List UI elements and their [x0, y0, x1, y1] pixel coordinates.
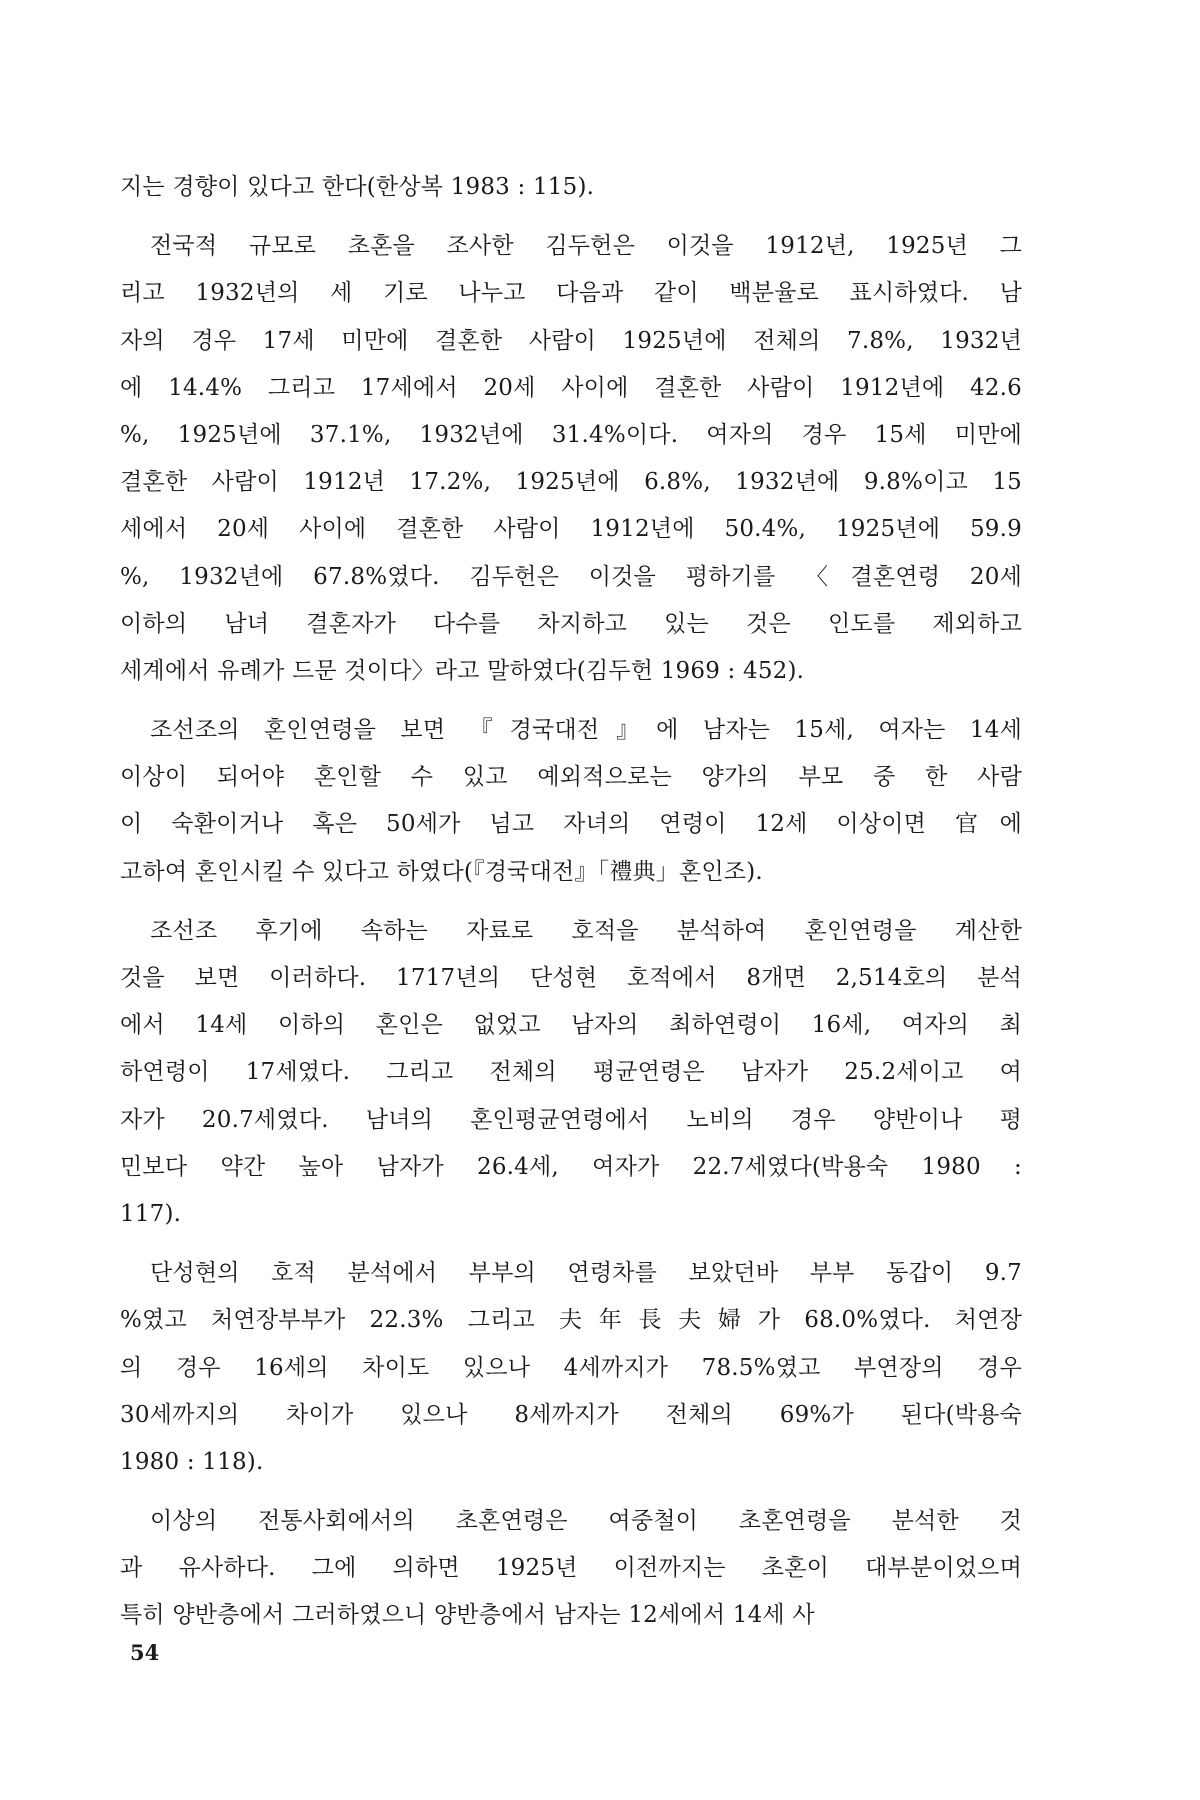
- text-line: 자가 20.7세였다. 남녀의 혼인평균연령에서 노비의 경우 양반이나 평: [120, 1106, 1022, 1133]
- text-line: 세계에서 유례가 드문 것이다〉라고 말하였다(김두헌 1969 : 452).: [120, 657, 805, 684]
- paragraph-gap: [120, 1486, 1022, 1498]
- text-line: %, 1932년에 67.8%였다. 김두헌은 이것을 평하기를 〈결혼연령 20세: [120, 563, 1022, 590]
- paragraph: [120, 164, 1022, 211]
- paragraph: [120, 707, 1022, 896]
- text-line: 조선조의 혼인연령을 보면 『경국대전』에 남자는 15세, 여자는 14세: [150, 717, 1022, 744]
- text-line: 하연령이 17세였다. 그리고 전체의 평균연령은 남자가 25.2세이고 여: [120, 1059, 1022, 1086]
- paragraph: [120, 1498, 1022, 1640]
- text-line: 의 경우 16세의 차이도 있으나 4세까지가 78.5%였고 부연장의 경우: [120, 1354, 1022, 1381]
- text-line: 이상의 전통사회에서의 초혼연령은 여중철이 초혼연령을 분석한 것: [150, 1508, 1022, 1535]
- text-line: 에서 14세 이하의 혼인은 없었고 남자의 최하연령이 16세, 여자의 최: [120, 1012, 1022, 1039]
- paragraph-gap: [120, 695, 1022, 707]
- text-line: %였고 처연장부부가 22.3% 그리고 夫年長夫婦가 68.0%였다. 처연장: [120, 1307, 1022, 1334]
- paragraph: [120, 908, 1022, 1238]
- text-line: 결혼한 사람이 1912년 17.2%, 1925년에 6.8%, 1932년에 9.8%이고 15: [120, 469, 1022, 496]
- text-line: 조선조 후기에 속하는 자료로 호적을 분석하여 혼인연령을 계산한: [150, 917, 1022, 944]
- text-line: 리고 1932년의 세 기로 나누고 다음과 같이 백분율로 표시하였다. 남: [120, 280, 1022, 307]
- text-line: %, 1925년에 37.1%, 1932년에 31.4%이다. 여자의 경우 15세 미만에: [120, 421, 1022, 448]
- text-line: 30세까지의 차이가 있으나 8세까지가 전체의 69%가 된다(박용숙: [120, 1401, 1022, 1428]
- text-line: 이하의 남녀 결혼자가 다수를 차지하고 있는 것은 인도를 제외하고: [120, 610, 1022, 637]
- paragraph-gap: [120, 1238, 1022, 1250]
- text-line: 민보다 약간 높아 남자가 26.4세, 여자가 22.7세였다(박용숙 1980 :: [120, 1153, 1022, 1180]
- text-line: 지는 경향이 있다고 한다(한상복 1983 : 115).: [120, 174, 595, 200]
- paragraph: [120, 223, 1022, 695]
- text-line: 에 14.4% 그리고 17세에서 20세 사이에 결혼한 사람이 1912년에 42.6: [120, 374, 1022, 401]
- text-line: 이 숙환이거나 혹은 50세가 넘고 자녀의 연령이 12세 이상이면 官에: [120, 811, 1022, 838]
- text-line: 자의 경우 17세 미만에 결혼한 사람이 1925년에 전체의 7.8%, 1932년: [120, 327, 1022, 354]
- paragraph-gap: [120, 211, 1022, 223]
- text-line: 고하여 혼인시킬 수 있다고 하였다(『경국대전』「禮典」혼인조).: [120, 858, 763, 885]
- text-line: 특히 양반층에서 그러하였으니 양반층에서 남자는 12세에서 14세 사: [120, 1602, 815, 1629]
- body-text: [120, 164, 1022, 1640]
- paragraph: [120, 1250, 1022, 1486]
- paragraph-gap: [120, 896, 1022, 908]
- text-line: 117).: [120, 1200, 182, 1227]
- text-line: 것을 보면 이러하다. 1717년의 단성현 호적에서 8개면 2,514호의 분석: [120, 965, 1022, 991]
- text-line: 단성현의 호적 분석에서 부부의 연령차를 보았던바 부부 동갑이 9.7: [150, 1260, 1022, 1287]
- page-number: 54: [130, 1640, 160, 1665]
- text-line: 이상이 되어야 혼인할 수 있고 예외적으로는 양가의 부모 중 한 사람: [120, 764, 1022, 791]
- text-line: 전국적 규모로 초혼을 조사한 김두헌은 이것을 1912년, 1925년 그: [150, 233, 1022, 260]
- text-line: 과 유사하다. 그에 의하면 1925년 이전까지는 초혼이 대부분이었으며: [120, 1555, 1022, 1582]
- text-line: 1980 : 118).: [120, 1448, 264, 1475]
- text-line: 세에서 20세 사이에 결혼한 사람이 1912년에 50.4%, 1925년에 59.9: [120, 516, 1022, 543]
